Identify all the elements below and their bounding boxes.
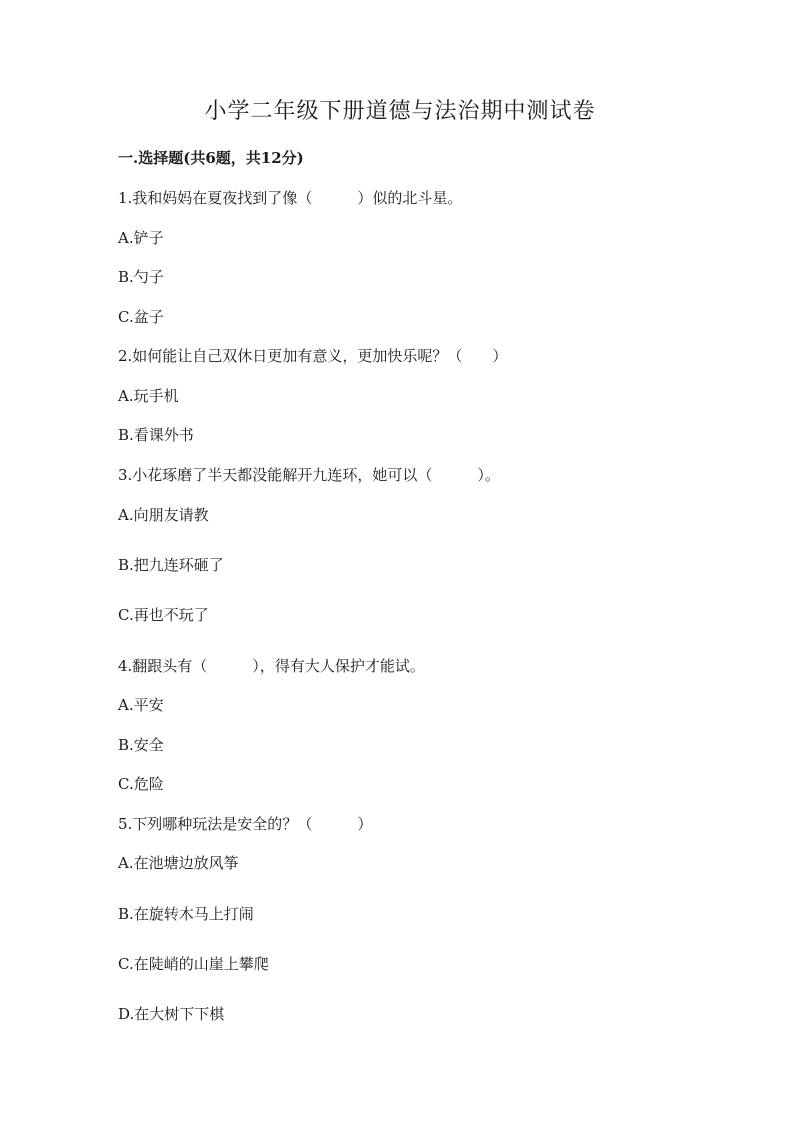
section-heading: 一.选择题(共6题，共12分) xyxy=(118,149,304,167)
question-1-option-a: A.铲子 xyxy=(118,229,164,247)
question-3-option-b: B.把九连环砸了 xyxy=(118,556,224,574)
exam-title: 小学二年级下册道德与法治期中测试卷 xyxy=(204,99,596,124)
question-3-option-c: C.再也不玩了 xyxy=(118,606,209,624)
question-2-option-a: A.玩手机 xyxy=(118,387,179,405)
question-4-stem: 4.翻跟头有（ ），得有大人保护才能试。 xyxy=(118,657,425,675)
question-1-option-c: C.盆子 xyxy=(118,308,164,326)
question-5-option-d: D.在大树下下棋 xyxy=(118,1005,225,1023)
question-5-stem: 5.下列哪种玩法是安全的？（ ） xyxy=(118,815,373,833)
question-5-option-b: B.在旋转木马上打闹 xyxy=(118,905,254,923)
question-1-stem: 1.我和妈妈在夏夜找到了像（ ）似的北斗星。 xyxy=(118,189,463,207)
question-4-option-b: B.安全 xyxy=(118,736,164,754)
question-2-stem: 2.如何能让自己双休日更加有意义，更加快乐呢？（ ） xyxy=(118,347,508,365)
question-2-option-b: B.看课外书 xyxy=(118,426,194,444)
question-3-stem: 3.小花琢磨了半天都没能解开九连环，她可以（ ）。 xyxy=(118,466,500,484)
question-5-option-a: A.在池塘边放风筝 xyxy=(118,854,239,872)
question-5-option-c: C.在陡峭的山崖上攀爬 xyxy=(118,955,269,973)
question-3-option-a: A.向朋友请教 xyxy=(118,506,209,524)
question-1-option-b: B.勺子 xyxy=(118,268,164,286)
question-4-option-c: C.危险 xyxy=(118,775,164,793)
question-4-option-a: A.平安 xyxy=(118,696,164,714)
